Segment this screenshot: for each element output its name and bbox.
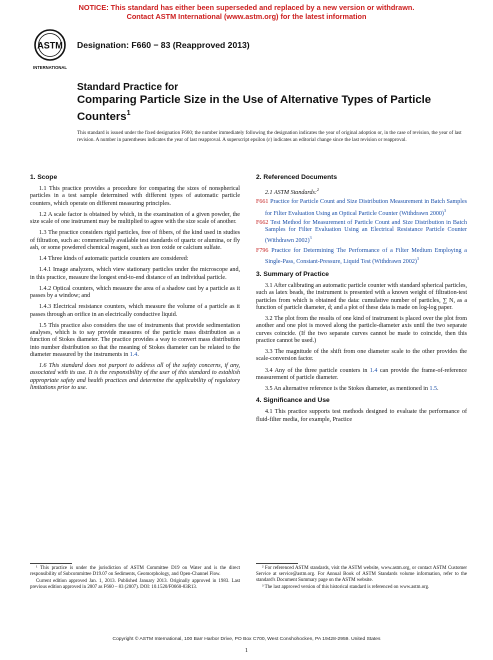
footnote-marker-3: 3 [416, 255, 419, 261]
right-column [256, 172, 467, 428]
paragraph-3-4-end: can provide the frame-of-reference measurement of particle diameter. [256, 367, 467, 381]
link-section-1-4[interactable]: 1.4 [369, 367, 378, 374]
footnote-3: ³ The last approved version of this historical standard is referenced on www.astm.org. [262, 585, 430, 590]
reference-code[interactable]: F796 [256, 247, 269, 254]
paragraph-1-4-1: 1.4.1 Image analyzers, which view stationary particles under the microscope and, in this practice, measure the longest end-to-end distance of an individual particle. [30, 267, 240, 281]
footnote-2: ² For referenced ASTM standards, visit the ASTM website, www.astm.org, or contact ASTM Customer Service at service@astm.org. For Annual Book of ASTM Standards volume information, refer to the standard's Document Summary page on the ASTM website. [256, 566, 467, 583]
paragraph-1-4: 1.4 Three kinds of automatic particle counters are considered: [39, 256, 189, 262]
footnote-marker-2: 2 [316, 187, 319, 192]
reference-code[interactable]: F662 [256, 219, 269, 226]
designation: Designation: F660 − 83 (Reapproved 2013) [77, 40, 250, 50]
paragraph-3-3: 3.3 The magnitude of the shift from one diameter scale to the other provides the scale-conversion factor. [256, 349, 467, 363]
paragraph-1-5-text: 1.5 This practice also considers the use of instruments that provide sedimentation analyses, which is to say provide measures of the particle mass distribution as a function of Stokes diameter. The practice provides a way to convert mass distribution into number distribution so that the meaning of Stokes diameter can be related to the diameter measured by the instruments in [30, 322, 240, 358]
title-main-text: Comparing Particle Size in the Use of Alternative Types of Particle Counters [77, 94, 432, 124]
footnote-marker-3: 3 [309, 235, 312, 241]
footnote-marker-3: 3 [443, 207, 446, 213]
left-column [30, 172, 240, 396]
copyright-line: Copyright © ASTM International, 100 Barr Harbor Drive, PO Box C700, West Conshohocken, PA 19428-2959. United States [112, 637, 381, 642]
paragraph-3-4-text: 3.4 Any of the three particle counters in [265, 367, 370, 374]
paragraph-3-2: 3.2 The plot from the results of one kind of instrument is placed over the plot from another and one plot is moved along the particle-diameter axis until the two separate curves coincide. (If the two separate curves cannot be made to coincide, then this practice cannot be used.) [256, 316, 467, 344]
paragraph-1-5 [30, 323, 240, 359]
paragraph-1-1: 1.1 This practice provides a procedure for comparing the sizes of nonspherical particles in a test sample determined with different types of automatic particle counters, which operate on different measuring principles. [30, 186, 240, 207]
paragraph-3-5-text: 3.5 An alternative reference is the Stokes diameter, as mentioned in [265, 386, 430, 393]
paragraph-3-1: 3.1 After calibrating an automatic particle counter with standard spherical particles, such as latex beads, the instrument is presented with a known weight of filtration-test particles from which is obtained the data: cumulative number of particles, ∑ N, as a function of particle diameter, d; and a plot of these data is made on log-log paper. [256, 283, 467, 311]
footnote-1-edition: Current edition approved Jan. 1, 2013. Published January 2013. Originally approved in 1983. Last previous edition approved in 2007 as F660 – 83 (2007). DOI: 10.1520/F0660-83R13. [30, 579, 240, 590]
reference-title[interactable]: Practice for Determining The Performance of a Filter Medium Employing a Single-Pass, Constant-Pressure, Liquid Test (Withdrawn 2002) [265, 247, 467, 265]
paragraph-1-5-end: . [137, 351, 139, 358]
section-heading-significance: 4. Significance and Use [256, 397, 330, 405]
paragraph-1-4-3: 1.4.3 Electrical resistance counters, which measure the volume of a particle as it passes through an orifice in an electrically conductive liquid. [30, 304, 240, 318]
logo-wordmark: INTERNATIONAL [33, 65, 67, 70]
svg-text:ASTM: ASTM [37, 40, 63, 51]
reference-code[interactable]: F661 [256, 199, 269, 206]
footnotes-right [256, 566, 467, 592]
document-title [77, 82, 457, 125]
intro-paragraph: This standard is issued under the fixed designation F660; the number immediately following the designation indicates the year of original adoption or, in the case of revision, the year of last revision. A number in parentheses indicates the year of last reapproval. A superscript epsilon (ε) indicates an editorial change since the last revision or reapproval. [77, 130, 462, 143]
paragraph-3-5 [256, 386, 467, 393]
reference-item[interactable] [256, 220, 467, 246]
footnote-divider-right [256, 563, 298, 564]
reference-item[interactable] [256, 199, 467, 218]
title-footnote-marker: 1 [126, 110, 131, 118]
title-main [77, 94, 457, 125]
paragraph-1-6-safety: 1.6 This standard does not purport to address all of the safety concerns, if any, associated with its use. It is the responsibility of the user of this standard to establish appropriate safety and health practices and determine the applicability of regulatory limitations prior to use. [30, 363, 240, 391]
section-heading-summary: 3. Summary of Practice [256, 271, 329, 279]
astm-standards-heading [256, 186, 467, 197]
page-number: 1 [245, 648, 248, 654]
reference-title[interactable]: Practice for Particle Count and Size Distribution Measurement in Batch Samples for Filter Evaluation Using an Optical Particle Counter (Withdrawn 2000) [265, 199, 467, 217]
notice-line-2: Contact ASTM International (www.astm.org) for the latest information [126, 12, 367, 21]
paragraph-1-4-2: 1.4.2 Optical counters, which measure the area of a shadow cast by a particle as it passes by a window; and [30, 285, 240, 299]
footnote-1-jurisdiction: ¹ This practice is under the jurisdiction of ASTM Committee D19 on Water and is the direct responsibility of Subcommittee D19.07 on Sediments, Geomorphology, and Open-Channel Flow. [30, 566, 240, 577]
footnotes-left [30, 566, 240, 592]
section-heading-referenced-documents: 2. Referenced Documents [256, 174, 337, 181]
paragraph-4-1: 4.1 This practice supports test methods designed to evaluate the performance of fluid-filter media, for example, Practice [256, 409, 467, 423]
paragraph-3-5-end: . [437, 386, 439, 393]
reference-item[interactable] [256, 248, 467, 267]
section-heading-scope: 1. Scope [30, 174, 58, 181]
link-section-1-4[interactable]: 1.4 [129, 351, 138, 358]
title-sub: Standard Practice for [77, 82, 179, 93]
paragraph-1-3: 1.3 The practice considers rigid particles, free of fibers, of the kind used in studies of filtration, such as: commercially available test standards of quartz or alumina, or fly ash, or some powdered chemical reagent, such as iron oxide or calcium sulfate. [30, 230, 240, 251]
footnote-divider-left [30, 563, 72, 564]
paragraph-3-4 [256, 368, 467, 383]
notice-line-1: NOTICE: This standard has either been superseded and replaced by a new version or withdrawn. [78, 3, 415, 12]
paragraph-1-2: 1.2 A scale factor is obtained by which, in the examination of a given powder, the size scale of one instrument may be multiplied to agree with the size scale of another. [30, 211, 240, 225]
link-section-1-5[interactable]: 1.5 [429, 386, 438, 393]
withdrawn-notice [0, 3, 493, 21]
reference-title[interactable]: Test Method for Measurement of Particle Count and Size Distribution in Batch Samples for Filter Evaluation Using an Electrical Resistance Particle Counter (Withdrawn 2002) [265, 219, 468, 245]
astm-standards-label: 2.1 ASTM Standards: [265, 190, 317, 197]
astm-logo-icon [30, 27, 70, 73]
